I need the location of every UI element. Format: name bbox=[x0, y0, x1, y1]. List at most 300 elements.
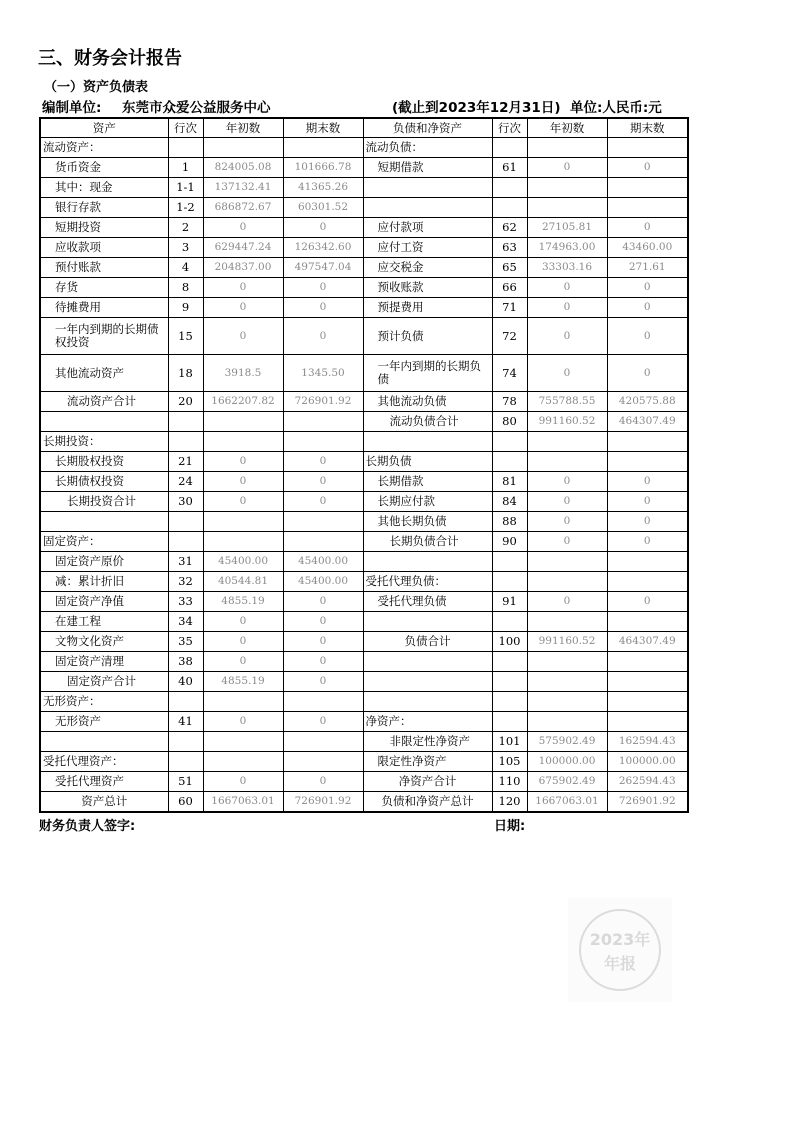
asset-item-name: 待摊费用 bbox=[40, 298, 168, 318]
asset-line-no: 1 bbox=[168, 158, 203, 178]
liability-line-no: 61 bbox=[492, 158, 527, 178]
table-row bbox=[40, 612, 688, 632]
asset-opening-balance bbox=[203, 512, 283, 532]
asset-opening-balance bbox=[203, 432, 283, 452]
liability-opening-balance: 0 bbox=[527, 318, 607, 355]
liability-item-name: 净资产： bbox=[363, 712, 492, 732]
asset-line-no: 3 bbox=[168, 238, 203, 258]
asset-closing-balance: 41365.26 bbox=[283, 178, 363, 198]
asset-opening-balance bbox=[203, 138, 283, 158]
column-header: 行次 bbox=[168, 118, 203, 138]
asset-line-no: 4 bbox=[168, 258, 203, 278]
table-row bbox=[40, 712, 688, 732]
asset-item-name: 在建工程 bbox=[40, 612, 168, 632]
asset-opening-balance bbox=[203, 752, 283, 772]
table-row bbox=[40, 792, 688, 813]
liability-line-no bbox=[492, 692, 527, 712]
column-header: 负债和净资产 bbox=[363, 118, 492, 138]
asset-item-name: 应收款项 bbox=[40, 238, 168, 258]
asset-item-name: 长期投资合计 bbox=[40, 492, 168, 512]
liability-item-name: 负债和净资产总计 bbox=[363, 792, 492, 813]
column-header: 年初数 bbox=[203, 118, 283, 138]
asset-closing-balance: 0 bbox=[283, 452, 363, 472]
asset-item-name: 长期投资： bbox=[40, 432, 168, 452]
asset-closing-balance: 0 bbox=[283, 712, 363, 732]
liability-closing-balance: 0 bbox=[607, 158, 688, 178]
liability-line-no bbox=[492, 138, 527, 158]
asset-opening-balance: 1662207.82 bbox=[203, 392, 283, 412]
asset-closing-balance bbox=[283, 752, 363, 772]
liability-opening-balance bbox=[527, 712, 607, 732]
liability-line-no: 71 bbox=[492, 298, 527, 318]
table-row bbox=[40, 278, 688, 298]
liability-line-no bbox=[492, 552, 527, 572]
asset-item-name: 短期投资 bbox=[40, 218, 168, 238]
asset-item-name: 固定资产净值 bbox=[40, 592, 168, 612]
asset-opening-balance bbox=[203, 532, 283, 552]
table-row bbox=[40, 178, 688, 198]
asset-closing-balance: 0 bbox=[283, 652, 363, 672]
asset-closing-balance bbox=[283, 692, 363, 712]
table-row bbox=[40, 632, 688, 652]
asset-opening-balance bbox=[203, 732, 283, 752]
liability-line-no bbox=[492, 652, 527, 672]
asset-closing-balance: 0 bbox=[283, 472, 363, 492]
liability-closing-balance bbox=[607, 612, 688, 632]
table-row bbox=[40, 298, 688, 318]
asset-closing-balance bbox=[283, 732, 363, 752]
balance-sheet-table bbox=[39, 117, 689, 813]
table-row bbox=[40, 218, 688, 238]
asset-line-no: 30 bbox=[168, 492, 203, 512]
liability-closing-balance: 162594.43 bbox=[607, 732, 688, 752]
liability-opening-balance bbox=[527, 572, 607, 592]
table-row bbox=[40, 198, 688, 218]
asset-opening-balance: 4855.19 bbox=[203, 672, 283, 692]
asset-closing-balance: 45400.00 bbox=[283, 552, 363, 572]
asset-line-no bbox=[168, 432, 203, 452]
asset-closing-balance: 126342.60 bbox=[283, 238, 363, 258]
table-row bbox=[40, 672, 688, 692]
liability-opening-balance: 575902.49 bbox=[527, 732, 607, 752]
liability-line-no bbox=[492, 198, 527, 218]
asset-item-name: 货币资金 bbox=[40, 158, 168, 178]
unit-label: 编制单位: bbox=[42, 100, 102, 116]
liability-opening-balance: 1667063.01 bbox=[527, 792, 607, 813]
asset-opening-balance: 0 bbox=[203, 452, 283, 472]
asset-item-name: 流动资产： bbox=[40, 138, 168, 158]
table-row bbox=[40, 652, 688, 672]
liability-closing-balance bbox=[607, 138, 688, 158]
liability-closing-balance bbox=[607, 198, 688, 218]
liability-item-name: 其他长期负债 bbox=[363, 512, 492, 532]
table-header-row bbox=[40, 118, 688, 138]
asset-closing-balance: 0 bbox=[283, 492, 363, 512]
liability-item-name bbox=[363, 432, 492, 452]
liability-line-no: 91 bbox=[492, 592, 527, 612]
asset-item-name: 固定资产原价 bbox=[40, 552, 168, 572]
asset-item-name: 长期股权投资 bbox=[40, 452, 168, 472]
liability-opening-balance bbox=[527, 612, 607, 632]
liability-closing-balance bbox=[607, 652, 688, 672]
liability-closing-balance: 0 bbox=[607, 218, 688, 238]
asset-item-name: 资产总计 bbox=[40, 792, 168, 813]
liability-opening-balance: 991160.52 bbox=[527, 632, 607, 652]
asset-line-no: 24 bbox=[168, 472, 203, 492]
currency-unit: 单位:人民币:元 bbox=[570, 100, 662, 116]
asset-item-name bbox=[40, 412, 168, 432]
asset-opening-balance: 686872.67 bbox=[203, 198, 283, 218]
liability-closing-balance bbox=[607, 452, 688, 472]
asset-line-no bbox=[168, 138, 203, 158]
table-row bbox=[40, 258, 688, 278]
asset-line-no: 1-2 bbox=[168, 198, 203, 218]
asset-closing-balance bbox=[283, 532, 363, 552]
asset-opening-balance: 204837.00 bbox=[203, 258, 283, 278]
asset-opening-balance: 0 bbox=[203, 632, 283, 652]
liability-item-name: 预计负债 bbox=[363, 318, 492, 355]
liability-opening-balance: 0 bbox=[527, 158, 607, 178]
asset-closing-balance: 0 bbox=[283, 772, 363, 792]
liability-line-no: 90 bbox=[492, 532, 527, 552]
liability-line-no bbox=[492, 712, 527, 732]
liability-line-no bbox=[492, 178, 527, 198]
liability-closing-balance: 464307.49 bbox=[607, 412, 688, 432]
liability-line-no bbox=[492, 452, 527, 472]
asset-line-no: 2 bbox=[168, 218, 203, 238]
asset-opening-balance: 824005.08 bbox=[203, 158, 283, 178]
asset-closing-balance: 726901.92 bbox=[283, 792, 363, 813]
liability-closing-balance: 420575.88 bbox=[607, 392, 688, 412]
liability-item-name: 预收账款 bbox=[363, 278, 492, 298]
column-header: 期末数 bbox=[607, 118, 688, 138]
liability-opening-balance: 27105.81 bbox=[527, 218, 607, 238]
asset-line-no: 33 bbox=[168, 592, 203, 612]
table-row bbox=[40, 552, 688, 572]
liability-opening-balance bbox=[527, 198, 607, 218]
asset-opening-balance: 0 bbox=[203, 278, 283, 298]
liability-item-name bbox=[363, 612, 492, 632]
liability-item-name: 受托代理负债 bbox=[363, 592, 492, 612]
liability-item-name bbox=[363, 198, 492, 218]
liability-opening-balance: 0 bbox=[527, 512, 607, 532]
liability-opening-balance: 0 bbox=[527, 298, 607, 318]
asset-opening-balance: 137132.41 bbox=[203, 178, 283, 198]
liability-opening-balance bbox=[527, 652, 607, 672]
asset-opening-balance: 4855.19 bbox=[203, 592, 283, 612]
table-row bbox=[40, 238, 688, 258]
asset-item-name bbox=[40, 732, 168, 752]
liability-item-name: 净资产合计 bbox=[363, 772, 492, 792]
table-row bbox=[40, 158, 688, 178]
asset-opening-balance: 0 bbox=[203, 218, 283, 238]
liability-opening-balance: 0 bbox=[527, 532, 607, 552]
asset-opening-balance: 45400.00 bbox=[203, 552, 283, 572]
asset-item-name: 固定资产合计 bbox=[40, 672, 168, 692]
asset-item-name: 减：累计折旧 bbox=[40, 572, 168, 592]
signer-label: 财务负责人签字: bbox=[39, 819, 136, 834]
asset-line-no: 40 bbox=[168, 672, 203, 692]
page-title: 三、财务会计报告 bbox=[38, 48, 182, 69]
asset-opening-balance: 0 bbox=[203, 318, 283, 355]
liability-opening-balance: 0 bbox=[527, 592, 607, 612]
liability-closing-balance bbox=[607, 552, 688, 572]
asset-line-no: 31 bbox=[168, 552, 203, 572]
liability-item-name bbox=[363, 692, 492, 712]
liability-opening-balance bbox=[527, 178, 607, 198]
table-row bbox=[40, 592, 688, 612]
annual-report-watermark bbox=[568, 898, 672, 1002]
table-row bbox=[40, 318, 688, 355]
asset-closing-balance: 101666.78 bbox=[283, 158, 363, 178]
liability-line-no bbox=[492, 612, 527, 632]
liability-closing-balance: 0 bbox=[607, 298, 688, 318]
liability-line-no: 120 bbox=[492, 792, 527, 813]
asset-line-no: 60 bbox=[168, 792, 203, 813]
liability-item-name: 受托代理负债： bbox=[363, 572, 492, 592]
asset-opening-balance: 0 bbox=[203, 772, 283, 792]
liability-closing-balance: 0 bbox=[607, 512, 688, 532]
asset-opening-balance: 0 bbox=[203, 472, 283, 492]
asset-item-name bbox=[40, 512, 168, 532]
table-row bbox=[40, 432, 688, 452]
asset-closing-balance: 60301.52 bbox=[283, 198, 363, 218]
liability-line-no: 72 bbox=[492, 318, 527, 355]
asset-closing-balance: 497547.04 bbox=[283, 258, 363, 278]
liability-item-name: 预提费用 bbox=[363, 298, 492, 318]
liability-opening-balance bbox=[527, 452, 607, 472]
asset-item-name: 无形资产 bbox=[40, 712, 168, 732]
date-label: 日期: bbox=[494, 819, 526, 834]
asset-line-no bbox=[168, 412, 203, 432]
asset-line-no bbox=[168, 732, 203, 752]
liability-item-name: 其他流动负债 bbox=[363, 392, 492, 412]
table-row bbox=[40, 772, 688, 792]
asset-opening-balance: 0 bbox=[203, 492, 283, 512]
asset-line-no bbox=[168, 752, 203, 772]
liability-closing-balance bbox=[607, 432, 688, 452]
liability-opening-balance bbox=[527, 692, 607, 712]
liability-opening-balance: 755788.55 bbox=[527, 392, 607, 412]
liability-closing-balance: 0 bbox=[607, 355, 688, 392]
liability-opening-balance: 0 bbox=[527, 492, 607, 512]
watermark-ring bbox=[579, 909, 661, 991]
liability-closing-balance bbox=[607, 178, 688, 198]
liability-closing-balance bbox=[607, 712, 688, 732]
liability-item-name bbox=[363, 652, 492, 672]
asset-line-no bbox=[168, 692, 203, 712]
asset-line-no: 38 bbox=[168, 652, 203, 672]
liability-line-no: 84 bbox=[492, 492, 527, 512]
table-row bbox=[40, 355, 688, 392]
liability-closing-balance bbox=[607, 572, 688, 592]
asset-item-name: 无形资产： bbox=[40, 692, 168, 712]
liability-line-no: 74 bbox=[492, 355, 527, 392]
liability-line-no bbox=[492, 572, 527, 592]
asset-opening-balance: 0 bbox=[203, 298, 283, 318]
asset-item-name: 受托代理资产： bbox=[40, 752, 168, 772]
asset-opening-balance: 0 bbox=[203, 712, 283, 732]
liability-opening-balance: 174963.00 bbox=[527, 238, 607, 258]
liability-closing-balance: 0 bbox=[607, 278, 688, 298]
asset-closing-balance: 0 bbox=[283, 298, 363, 318]
table-row bbox=[40, 752, 688, 772]
asset-item-name: 其中：现金 bbox=[40, 178, 168, 198]
liability-item-name: 非限定性净资产 bbox=[363, 732, 492, 752]
asset-closing-balance: 0 bbox=[283, 318, 363, 355]
liability-line-no bbox=[492, 432, 527, 452]
asset-line-no: 1-1 bbox=[168, 178, 203, 198]
table-row bbox=[40, 692, 688, 712]
liability-item-name: 长期负债 bbox=[363, 452, 492, 472]
liability-item-name: 负债合计 bbox=[363, 632, 492, 652]
liability-item-name bbox=[363, 552, 492, 572]
unit-name: 东莞市众爱公益服务中心 bbox=[122, 100, 271, 116]
watermark-label: 年报 bbox=[603, 954, 636, 973]
table-row bbox=[40, 532, 688, 552]
asset-closing-balance bbox=[283, 432, 363, 452]
liability-opening-balance bbox=[527, 552, 607, 572]
asset-line-no bbox=[168, 512, 203, 532]
liability-opening-balance bbox=[527, 432, 607, 452]
asset-closing-balance bbox=[283, 412, 363, 432]
asset-closing-balance: 0 bbox=[283, 218, 363, 238]
liability-item-name: 应交税金 bbox=[363, 258, 492, 278]
liability-item-name: 一年内到期的长期负债 bbox=[363, 355, 492, 392]
column-header: 资产 bbox=[40, 118, 168, 138]
liability-opening-balance: 0 bbox=[527, 472, 607, 492]
asset-closing-balance: 0 bbox=[283, 278, 363, 298]
table-row bbox=[40, 412, 688, 432]
asset-item-name: 长期债权投资 bbox=[40, 472, 168, 492]
asset-opening-balance bbox=[203, 412, 283, 432]
asset-closing-balance: 0 bbox=[283, 672, 363, 692]
asset-item-name: 受托代理资产 bbox=[40, 772, 168, 792]
liability-line-no: 65 bbox=[492, 258, 527, 278]
asset-opening-balance: 1667063.01 bbox=[203, 792, 283, 813]
asset-line-no: 18 bbox=[168, 355, 203, 392]
liability-closing-balance bbox=[607, 672, 688, 692]
asset-closing-balance: 0 bbox=[283, 612, 363, 632]
liability-item-name: 流动负债合计 bbox=[363, 412, 492, 432]
liability-opening-balance: 100000.00 bbox=[527, 752, 607, 772]
asset-item-name: 固定资产清理 bbox=[40, 652, 168, 672]
liability-item-name: 限定性净资产 bbox=[363, 752, 492, 772]
liability-opening-balance bbox=[527, 138, 607, 158]
table-row bbox=[40, 732, 688, 752]
liability-closing-balance: 0 bbox=[607, 472, 688, 492]
asset-line-no: 41 bbox=[168, 712, 203, 732]
asset-item-name: 固定资产： bbox=[40, 532, 168, 552]
asset-line-no: 8 bbox=[168, 278, 203, 298]
liability-line-no: 100 bbox=[492, 632, 527, 652]
liability-item-name: 长期借款 bbox=[363, 472, 492, 492]
liability-line-no: 66 bbox=[492, 278, 527, 298]
asset-item-name: 文物文化资产 bbox=[40, 632, 168, 652]
asset-line-no bbox=[168, 532, 203, 552]
liability-closing-balance: 726901.92 bbox=[607, 792, 688, 813]
table-row bbox=[40, 512, 688, 532]
asset-item-name: 预付账款 bbox=[40, 258, 168, 278]
liability-closing-balance: 43460.00 bbox=[607, 238, 688, 258]
asset-opening-balance: 40544.81 bbox=[203, 572, 283, 592]
section-title: （一）资产负债表 bbox=[44, 80, 149, 95]
report-period: (截止到2023年12月31日) bbox=[392, 100, 561, 116]
liability-opening-balance bbox=[527, 672, 607, 692]
asset-item-name: 银行存款 bbox=[40, 198, 168, 218]
liability-opening-balance: 0 bbox=[527, 278, 607, 298]
asset-opening-balance bbox=[203, 692, 283, 712]
liability-item-name: 短期借款 bbox=[363, 158, 492, 178]
liability-item-name: 应付款项 bbox=[363, 218, 492, 238]
liability-line-no: 88 bbox=[492, 512, 527, 532]
asset-line-no: 20 bbox=[168, 392, 203, 412]
asset-item-name: 存货 bbox=[40, 278, 168, 298]
liability-closing-balance: 100000.00 bbox=[607, 752, 688, 772]
asset-opening-balance: 0 bbox=[203, 612, 283, 632]
liability-line-no: 80 bbox=[492, 412, 527, 432]
liability-closing-balance: 0 bbox=[607, 318, 688, 355]
liability-opening-balance: 0 bbox=[527, 355, 607, 392]
liability-item-name: 流动负债： bbox=[363, 138, 492, 158]
liability-line-no: 101 bbox=[492, 732, 527, 752]
asset-item-name: 其他流动资产 bbox=[40, 355, 168, 392]
asset-line-no: 35 bbox=[168, 632, 203, 652]
liability-line-no: 81 bbox=[492, 472, 527, 492]
watermark-year: 2023年 bbox=[589, 930, 651, 949]
asset-line-no: 9 bbox=[168, 298, 203, 318]
liability-item-name: 长期应付款 bbox=[363, 492, 492, 512]
liability-opening-balance: 33303.16 bbox=[527, 258, 607, 278]
liability-closing-balance: 262594.43 bbox=[607, 772, 688, 792]
liability-line-no: 78 bbox=[492, 392, 527, 412]
liability-opening-balance: 675902.49 bbox=[527, 772, 607, 792]
table-row bbox=[40, 392, 688, 412]
asset-line-no: 21 bbox=[168, 452, 203, 472]
liability-closing-balance: 0 bbox=[607, 592, 688, 612]
asset-closing-balance bbox=[283, 512, 363, 532]
table-row bbox=[40, 492, 688, 512]
column-header: 年初数 bbox=[527, 118, 607, 138]
asset-closing-balance: 1345.50 bbox=[283, 355, 363, 392]
asset-line-no: 15 bbox=[168, 318, 203, 355]
liability-line-no: 63 bbox=[492, 238, 527, 258]
asset-line-no: 34 bbox=[168, 612, 203, 632]
column-header: 行次 bbox=[492, 118, 527, 138]
asset-item-name: 流动资产合计 bbox=[40, 392, 168, 412]
table-row bbox=[40, 472, 688, 492]
asset-line-no: 32 bbox=[168, 572, 203, 592]
asset-line-no: 51 bbox=[168, 772, 203, 792]
liability-closing-balance: 464307.49 bbox=[607, 632, 688, 652]
asset-opening-balance: 3918.5 bbox=[203, 355, 283, 392]
liability-item-name: 长期负债合计 bbox=[363, 532, 492, 552]
liability-line-no bbox=[492, 672, 527, 692]
table-row bbox=[40, 138, 688, 158]
liability-closing-balance: 0 bbox=[607, 492, 688, 512]
liability-line-no: 62 bbox=[492, 218, 527, 238]
table-row bbox=[40, 572, 688, 592]
liability-item-name bbox=[363, 178, 492, 198]
asset-closing-balance bbox=[283, 138, 363, 158]
liability-line-no: 110 bbox=[492, 772, 527, 792]
liability-opening-balance: 991160.52 bbox=[527, 412, 607, 432]
asset-closing-balance: 45400.00 bbox=[283, 572, 363, 592]
table-row bbox=[40, 452, 688, 472]
asset-opening-balance: 0 bbox=[203, 652, 283, 672]
liability-item-name bbox=[363, 672, 492, 692]
liability-closing-balance bbox=[607, 692, 688, 712]
